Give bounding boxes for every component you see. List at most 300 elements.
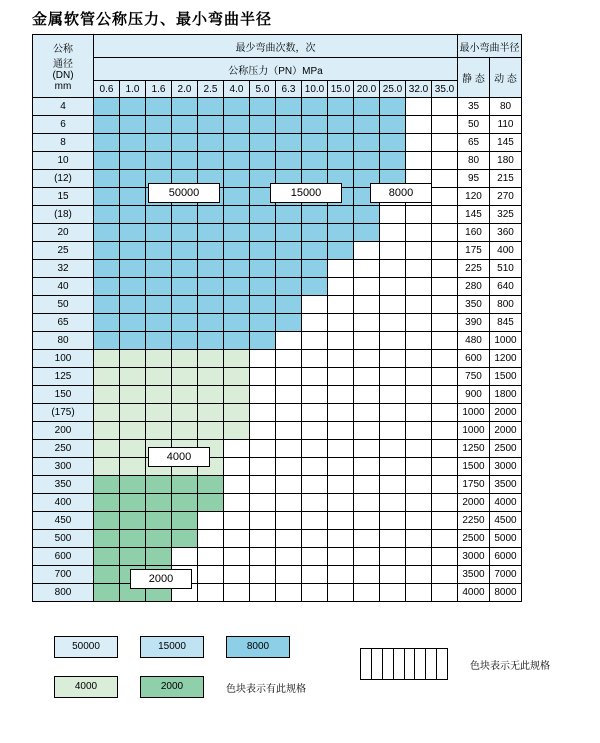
grid-cell (328, 332, 354, 350)
grid-cell (224, 188, 250, 206)
grid-cell (302, 98, 328, 116)
grid-cell (432, 566, 458, 584)
grid-cell (198, 548, 224, 566)
grid-cell (406, 224, 432, 242)
grid-cell (198, 332, 224, 350)
dn-cell: 400 (33, 494, 94, 512)
grid-cell (120, 548, 146, 566)
dynamic-radius-cell: 215 (490, 170, 522, 188)
table-row (33, 98, 522, 116)
grid-cell (432, 386, 458, 404)
callout-label: 8000 (370, 183, 432, 203)
grid-cell (250, 350, 276, 368)
dynamic-radius-cell: 110 (490, 116, 522, 134)
grid-cell (94, 98, 120, 116)
grid-cell (380, 242, 406, 260)
grid-cell (354, 260, 380, 278)
grid-cell (198, 206, 224, 224)
static-radius-cell: 280 (458, 278, 490, 296)
grid-cell (302, 296, 328, 314)
grid-cell (94, 422, 120, 440)
dn-cell: 32 (33, 260, 94, 278)
grid-cell (94, 170, 120, 188)
static-radius-cell: 50 (458, 116, 490, 134)
grid-cell (406, 314, 432, 332)
static-radius-cell: 1250 (458, 440, 490, 458)
grid-cell (250, 512, 276, 530)
table-row (33, 494, 522, 512)
grid-cell (380, 134, 406, 152)
grid-cell (198, 296, 224, 314)
pressure-col-header: 35.0 (432, 81, 458, 98)
grid-cell (250, 548, 276, 566)
static-radius-cell: 4000 (458, 584, 490, 602)
grid-cell (406, 494, 432, 512)
grid-cell (328, 494, 354, 512)
grid-cell (250, 566, 276, 584)
grid-cell (302, 314, 328, 332)
grid-cell (224, 530, 250, 548)
grid-cell (354, 368, 380, 386)
grid-cell (302, 548, 328, 566)
grid-cell (354, 278, 380, 296)
dynamic-header: 动 态 (490, 58, 522, 98)
grid-cell (380, 440, 406, 458)
grid-cell (120, 422, 146, 440)
grid-cell (276, 260, 302, 278)
grid-cell (120, 98, 146, 116)
grid-cell (354, 386, 380, 404)
grid-cell (380, 314, 406, 332)
grid-cell (432, 134, 458, 152)
dn-cell: (175) (33, 404, 94, 422)
grid-cell (250, 368, 276, 386)
static-radius-cell: 750 (458, 368, 490, 386)
tick-seg (437, 649, 447, 679)
grid-cell (94, 296, 120, 314)
dn-cell: (12) (33, 170, 94, 188)
static-radius-cell: 35 (458, 98, 490, 116)
pressure-col-header: 2.0 (172, 81, 198, 98)
grid-cell (94, 314, 120, 332)
grid-cell (172, 278, 198, 296)
grid-cell (198, 98, 224, 116)
table-row (33, 458, 522, 476)
static-radius-cell: 145 (458, 206, 490, 224)
grid-cell (432, 584, 458, 602)
grid-cell (250, 458, 276, 476)
grid-cell (328, 512, 354, 530)
grid-cell (120, 530, 146, 548)
dynamic-radius-cell: 510 (490, 260, 522, 278)
grid-cell (328, 458, 354, 476)
pressure-col-header: 15.0 (328, 81, 354, 98)
grid-cell (276, 404, 302, 422)
table-row (33, 116, 522, 134)
grid-cell (172, 260, 198, 278)
grid-cell (146, 98, 172, 116)
grid-cell (328, 386, 354, 404)
grid-cell (432, 440, 458, 458)
legend-chip-8000: 8000 (226, 636, 290, 658)
grid-cell (172, 206, 198, 224)
dn-cell: 700 (33, 566, 94, 584)
grid-cell (354, 404, 380, 422)
grid-cell (380, 566, 406, 584)
grid-cell (302, 350, 328, 368)
grid-cell (302, 260, 328, 278)
grid-cell (354, 422, 380, 440)
dn-cell: 350 (33, 476, 94, 494)
grid-cell (146, 224, 172, 242)
grid-cell (432, 98, 458, 116)
grid-cell (432, 260, 458, 278)
grid-cell (380, 224, 406, 242)
grid-cell (94, 134, 120, 152)
table-row (33, 314, 522, 332)
grid-cell (172, 548, 198, 566)
grid-cell (406, 98, 432, 116)
grid-cell (432, 458, 458, 476)
static-radius-cell: 225 (458, 260, 490, 278)
dynamic-radius-cell: 1500 (490, 368, 522, 386)
pressure-col-header: 1.6 (146, 81, 172, 98)
grid-cell (224, 566, 250, 584)
grid-cell (250, 152, 276, 170)
grid-cell (224, 242, 250, 260)
min-radius-header: 最小弯曲半径 (458, 35, 522, 58)
grid-cell (172, 476, 198, 494)
table-row (33, 152, 522, 170)
grid-cell (354, 242, 380, 260)
grid-cell (406, 296, 432, 314)
grid-cell (172, 98, 198, 116)
grid-cell (120, 206, 146, 224)
grid-cell (146, 134, 172, 152)
table-row (33, 332, 522, 350)
pressure-header: 公称压力（PN）MPa (94, 58, 458, 81)
grid-cell (224, 350, 250, 368)
grid-cell (276, 566, 302, 584)
dynamic-radius-cell: 3000 (490, 458, 522, 476)
grid-cell (276, 440, 302, 458)
grid-cell (120, 512, 146, 530)
static-radius-cell: 80 (458, 152, 490, 170)
grid-cell (302, 386, 328, 404)
dynamic-radius-cell: 6000 (490, 548, 522, 566)
pressure-col-header: 2.5 (198, 81, 224, 98)
grid-cell (224, 206, 250, 224)
grid-cell (250, 206, 276, 224)
grid-cell (354, 584, 380, 602)
grid-cell (302, 584, 328, 602)
table-row (33, 440, 522, 458)
grid-cell (224, 494, 250, 512)
grid-cell (120, 116, 146, 134)
grid-cell (250, 422, 276, 440)
pressure-col-header: 32.0 (406, 81, 432, 98)
grid-cell (172, 350, 198, 368)
grid-cell (250, 530, 276, 548)
dn-cell: 15 (33, 188, 94, 206)
grid-cell (250, 386, 276, 404)
grid-cell (120, 404, 146, 422)
grid-cell (432, 332, 458, 350)
grid-cell (198, 584, 224, 602)
grid-cell (432, 224, 458, 242)
static-radius-cell: 3500 (458, 566, 490, 584)
grid-cell (224, 422, 250, 440)
grid-cell (120, 152, 146, 170)
dn-cell: 200 (33, 422, 94, 440)
grid-cell (328, 350, 354, 368)
tick-seg (394, 649, 405, 679)
dn-cell: 25 (33, 242, 94, 260)
grid-cell (406, 584, 432, 602)
grid-cell (146, 314, 172, 332)
grid-cell (198, 494, 224, 512)
grid-cell (120, 242, 146, 260)
dynamic-radius-cell: 400 (490, 242, 522, 260)
dynamic-radius-cell: 800 (490, 296, 522, 314)
grid-cell (120, 260, 146, 278)
grid-cell (94, 332, 120, 350)
callout-label: 50000 (148, 183, 220, 203)
grid-cell (250, 278, 276, 296)
grid-cell (94, 458, 120, 476)
grid-cell (380, 350, 406, 368)
grid-cell (120, 296, 146, 314)
grid-cell (198, 404, 224, 422)
grid-cell (120, 170, 146, 188)
dn-cell: 150 (33, 386, 94, 404)
grid-cell (302, 368, 328, 386)
grid-cell (120, 494, 146, 512)
grid-cell (302, 278, 328, 296)
grid-cell (406, 530, 432, 548)
grid-cell (354, 530, 380, 548)
grid-cell (198, 422, 224, 440)
grid-cell (354, 314, 380, 332)
table-row (33, 368, 522, 386)
dn-cell: 250 (33, 440, 94, 458)
grid-cell (328, 242, 354, 260)
table-row (33, 530, 522, 548)
grid-cell (406, 440, 432, 458)
dynamic-radius-cell: 7000 (490, 566, 522, 584)
grid-cell (172, 242, 198, 260)
grid-cell (120, 278, 146, 296)
grid-cell (146, 242, 172, 260)
grid-cell (432, 422, 458, 440)
grid-cell (354, 512, 380, 530)
grid-cell (198, 476, 224, 494)
legend-row-top (54, 636, 290, 658)
dynamic-radius-cell: 4000 (490, 494, 522, 512)
dn-cell: 100 (33, 350, 94, 368)
grid-cell (328, 566, 354, 584)
grid-cell (354, 566, 380, 584)
dn-cell: 800 (33, 584, 94, 602)
grid-cell (146, 368, 172, 386)
dynamic-radius-cell: 2000 (490, 422, 522, 440)
grid-cell (146, 512, 172, 530)
grid-cell (198, 350, 224, 368)
grid-cell (198, 260, 224, 278)
grid-cell (328, 368, 354, 386)
grid-cell (302, 116, 328, 134)
tick-seg (361, 649, 372, 679)
pressure-col-header: 5.0 (250, 81, 276, 98)
grid-cell (328, 422, 354, 440)
table-row (33, 242, 522, 260)
grid-cell (224, 260, 250, 278)
grid-cell (94, 386, 120, 404)
dn-cell: 4 (33, 98, 94, 116)
grid-cell (302, 494, 328, 512)
dn-cell: 450 (33, 512, 94, 530)
table-row (33, 404, 522, 422)
grid-cell (94, 404, 120, 422)
grid-cell (198, 242, 224, 260)
grid-cell (380, 512, 406, 530)
grid-cell (146, 530, 172, 548)
grid-cell (380, 116, 406, 134)
static-radius-cell: 3000 (458, 548, 490, 566)
grid-cell (250, 134, 276, 152)
dynamic-radius-cell: 8000 (490, 584, 522, 602)
grid-cell (146, 548, 172, 566)
grid-cell (328, 440, 354, 458)
grid-cell (328, 296, 354, 314)
table-row (33, 224, 522, 242)
static-radius-cell: 1000 (458, 404, 490, 422)
grid-cell (94, 530, 120, 548)
grid-cell (302, 530, 328, 548)
grid-cell (276, 332, 302, 350)
grid-cell (224, 98, 250, 116)
grid-cell (94, 116, 120, 134)
grid-cell (302, 404, 328, 422)
grid-cell (224, 548, 250, 566)
grid-cell (432, 368, 458, 386)
grid-cell (380, 278, 406, 296)
grid-cell (172, 314, 198, 332)
dynamic-radius-cell: 80 (490, 98, 522, 116)
grid-cell (146, 404, 172, 422)
legend-row-bottom (54, 676, 306, 698)
dynamic-radius-cell: 145 (490, 134, 522, 152)
grid-cell (120, 134, 146, 152)
grid-cell (94, 224, 120, 242)
grid-cell (380, 152, 406, 170)
grid-cell (406, 332, 432, 350)
grid-cell (94, 206, 120, 224)
pressure-col-header: 25.0 (380, 81, 406, 98)
callout-label: 15000 (270, 183, 342, 203)
grid-cell (172, 494, 198, 512)
grid-cell (172, 296, 198, 314)
table-row (33, 422, 522, 440)
grid-cell (302, 134, 328, 152)
grid-cell (120, 476, 146, 494)
grid-cell (146, 152, 172, 170)
grid-cell (432, 188, 458, 206)
legend-row-tick (360, 648, 550, 680)
grid-cell (302, 566, 328, 584)
grid-cell (432, 530, 458, 548)
grid-cell (94, 152, 120, 170)
dynamic-radius-cell: 2500 (490, 440, 522, 458)
grid-cell (432, 494, 458, 512)
grid-cell (276, 278, 302, 296)
grid-cell (302, 152, 328, 170)
grid-cell (224, 368, 250, 386)
grid-cell (406, 260, 432, 278)
dn-cell: 600 (33, 548, 94, 566)
grid-cell (120, 368, 146, 386)
grid-cell (328, 548, 354, 566)
grid-cell (302, 242, 328, 260)
grid-cell (198, 512, 224, 530)
grid-cell (406, 512, 432, 530)
grid-cell (354, 440, 380, 458)
tick-seg (426, 649, 437, 679)
grid-cell (224, 224, 250, 242)
grid-cell (94, 188, 120, 206)
grid-cell (328, 278, 354, 296)
grid-cell (302, 224, 328, 242)
grid-cell (380, 404, 406, 422)
grid-cell (406, 404, 432, 422)
grid-cell (198, 314, 224, 332)
grid-cell (432, 548, 458, 566)
grid-cell (276, 296, 302, 314)
table-row (33, 278, 522, 296)
dynamic-radius-cell: 5000 (490, 530, 522, 548)
dn-cell: 20 (33, 224, 94, 242)
grid-cell (172, 422, 198, 440)
grid-cell (328, 224, 354, 242)
grid-cell (406, 386, 432, 404)
grid-cell (146, 296, 172, 314)
grid-cell (328, 530, 354, 548)
grid-cell (224, 278, 250, 296)
dynamic-radius-cell: 845 (490, 314, 522, 332)
grid-cell (120, 188, 146, 206)
dn-cell: 50 (33, 296, 94, 314)
legend-chip-2000: 2000 (140, 676, 204, 698)
grid-cell (146, 206, 172, 224)
grid-cell (276, 530, 302, 548)
grid-cell (302, 422, 328, 440)
header-row-1 (33, 35, 522, 58)
grid-cell (276, 476, 302, 494)
dn-cell: 125 (33, 368, 94, 386)
grid-cell (94, 368, 120, 386)
tick-seg (415, 649, 426, 679)
grid-cell (380, 368, 406, 386)
grid-cell (224, 296, 250, 314)
table-row (33, 512, 522, 530)
grid-cell (432, 512, 458, 530)
grid-cell (328, 314, 354, 332)
grid-cell (224, 314, 250, 332)
grid-cell (146, 278, 172, 296)
grid-cell (276, 386, 302, 404)
dn-header-cell (33, 35, 94, 98)
grid-cell (328, 98, 354, 116)
